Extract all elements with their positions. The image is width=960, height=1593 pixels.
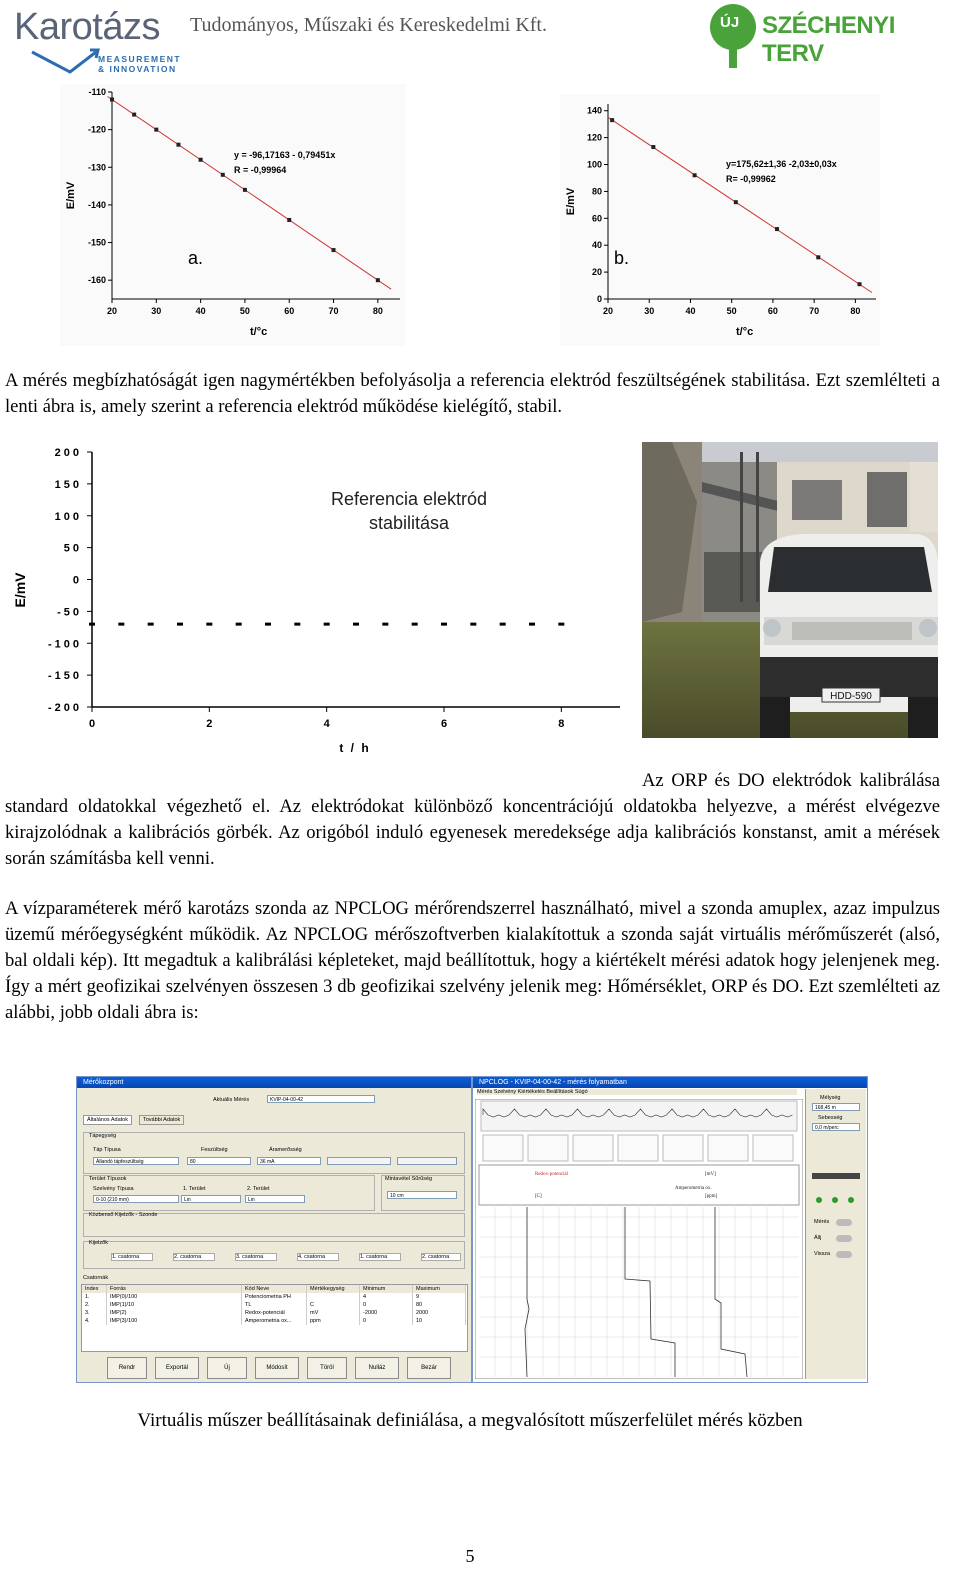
nullaz-button[interactable]: Nulláz bbox=[355, 1357, 399, 1379]
kij-2[interactable]: 2. csatorna bbox=[173, 1253, 215, 1261]
data-point bbox=[287, 218, 291, 222]
cell: 2000 bbox=[413, 1309, 466, 1317]
paragraph-reference-stability: A mérés megbízhatóságát igen nagymértékben befolyásolja a referencia elektród feszültségének stabilitása. Ezt szemlélteti a lenti ábra is, amely szerint a referencia elektród működése kielégítő, stabil. bbox=[5, 370, 940, 417]
indicator-led-2 bbox=[832, 1197, 838, 1203]
cell: C bbox=[307, 1301, 360, 1309]
y-tick-label: 60 bbox=[591, 213, 602, 224]
data-point bbox=[382, 623, 388, 626]
mintavetel-select[interactable]: 10 cm bbox=[387, 1191, 457, 1199]
fit-line bbox=[108, 97, 392, 290]
szechenyi-logo bbox=[708, 0, 948, 72]
kij-6[interactable]: 2. csatorna bbox=[421, 1253, 461, 1261]
cell: 3. bbox=[82, 1309, 107, 1317]
chart-title-line1: Referencia elektród bbox=[330, 489, 488, 509]
x-tick-label: 40 bbox=[195, 306, 206, 316]
channel-header-box bbox=[753, 1135, 793, 1161]
data-point bbox=[294, 623, 300, 626]
npclog-window bbox=[472, 1076, 868, 1383]
r-value-label: R= -0,99962 bbox=[726, 174, 776, 184]
meres-toggle[interactable] bbox=[836, 1219, 852, 1226]
szelveny-tipusa-select[interactable]: 0-10 (210 mm) bbox=[93, 1195, 179, 1203]
modosit-button[interactable]: Módosít bbox=[255, 1357, 299, 1379]
indicator-led-1 bbox=[816, 1197, 822, 1203]
license-plate: HDD-590 bbox=[830, 691, 872, 702]
y-tick-label: -100 bbox=[47, 638, 82, 651]
data-point bbox=[376, 278, 380, 282]
fit-line bbox=[608, 117, 872, 292]
tab-altalanos[interactable]: Általános Adatok bbox=[83, 1115, 132, 1125]
data-point bbox=[441, 623, 447, 626]
kijelzok-label: Kijelzők bbox=[89, 1240, 108, 1246]
chart-stability bbox=[5, 438, 635, 766]
chart-stability-svg bbox=[5, 438, 635, 766]
data-point bbox=[177, 623, 183, 626]
col-minimum: Minimum bbox=[360, 1285, 413, 1293]
y-tick-label: -140 bbox=[87, 199, 106, 210]
col-maximum: Maximum bbox=[413, 1285, 466, 1293]
kij-5[interactable]: 1. csatorna bbox=[359, 1253, 401, 1261]
col-index: Index bbox=[82, 1285, 107, 1293]
cell: ppm bbox=[307, 1317, 360, 1325]
y-tick-label: 100 bbox=[54, 510, 82, 523]
channel-header-box bbox=[528, 1135, 568, 1161]
cell: Potenciometria PH bbox=[242, 1293, 307, 1301]
data-point bbox=[148, 623, 154, 626]
cell: IMP(3)/100 bbox=[107, 1317, 242, 1325]
meroszpont-window bbox=[76, 1076, 472, 1383]
x-axis-label: t / h bbox=[339, 741, 371, 755]
data-point bbox=[858, 282, 862, 286]
table-row[interactable] bbox=[82, 1293, 466, 1301]
x-tick-label: 40 bbox=[685, 306, 696, 316]
x-tick-label: 60 bbox=[284, 306, 295, 316]
cell: mV bbox=[307, 1309, 360, 1317]
y-axis-label: E/mV bbox=[565, 187, 577, 216]
chart-b-svg bbox=[560, 94, 880, 346]
data-point bbox=[89, 623, 95, 626]
sebesseg-value: 0,0 m/perc bbox=[812, 1123, 860, 1131]
kozbenso-label: Közbenső Kijelzők - Szonde bbox=[89, 1212, 158, 1218]
figure-caption: Virtuális műszer beállításainak definiálása, a megvalósított műszerfelület mérés közben bbox=[137, 1410, 803, 1431]
tapegyseg-group bbox=[83, 1132, 465, 1174]
chart-a-svg bbox=[60, 84, 405, 346]
aramerosseg-label: Áramerősség bbox=[269, 1147, 302, 1153]
tapegyseg-label: Tápegység bbox=[89, 1133, 117, 1139]
page-number: 5 bbox=[465, 1546, 475, 1566]
npclog-titlebar: NPCLOG - KVIP-04-00-42 - mérés folyamatban bbox=[473, 1077, 867, 1088]
terulet1-label: 1. Terület bbox=[183, 1186, 206, 1192]
logo-text: Karotázs bbox=[14, 6, 160, 48]
company-name: Tudományos, Műszaki és Kereskedelmi Kft. bbox=[190, 14, 547, 36]
channel-header-box bbox=[708, 1135, 748, 1161]
extra-input-2[interactable] bbox=[397, 1157, 457, 1165]
x-tick-label: 30 bbox=[151, 306, 162, 316]
extra-input-1[interactable] bbox=[327, 1157, 391, 1165]
paragraph-calibration-text: Az ORP és DO elektródok kalibrálása standard oldatokkal végezhető el. Az elektródokat különböző koncentrációjú oldatokba helyezve, a mérést elvégezve kirajzolódnak a kalibrációs görbék. Az origóból induló egyenesek meredeksége adja kalibrációs konstanst, amit a mérések során számításba kell venni. bbox=[5, 770, 940, 869]
track-header bbox=[479, 1165, 799, 1205]
equation-label: y = -96,17163 - 0,79451x bbox=[234, 150, 336, 160]
karotazs-logo bbox=[14, 6, 184, 76]
x-tick-label: 50 bbox=[726, 306, 737, 316]
y-tick-label: 120 bbox=[586, 132, 602, 143]
x-tick-label: 20 bbox=[106, 306, 118, 316]
tap-tipusa-select[interactable]: Állandó tápfeszültség bbox=[93, 1157, 179, 1165]
data-point bbox=[206, 623, 212, 626]
csatornak-label: Csatornák bbox=[83, 1275, 109, 1281]
slider-track[interactable] bbox=[812, 1173, 860, 1179]
npclog-sidepanel bbox=[805, 1089, 866, 1379]
cell: 10 bbox=[413, 1317, 466, 1325]
x-axis-label: t/°c bbox=[736, 326, 754, 338]
csatornak-table bbox=[82, 1285, 466, 1325]
kij-4[interactable]: 4. csatorna bbox=[297, 1253, 339, 1261]
uj-button[interactable]: Új bbox=[207, 1357, 247, 1379]
cell: TL bbox=[242, 1301, 307, 1309]
panel-label: a. bbox=[188, 248, 204, 268]
cell: 1. bbox=[82, 1293, 107, 1301]
cell: IMP(0)/100 bbox=[107, 1293, 242, 1301]
meroszpont-titlebar: Mérőkozpont bbox=[77, 1077, 471, 1088]
aramerosseg-input[interactable]: 36 mA bbox=[257, 1157, 321, 1165]
panel-label: b. bbox=[614, 248, 630, 268]
cell bbox=[307, 1293, 360, 1301]
x-axis-label: t/°c bbox=[250, 326, 268, 338]
y-tick-label: -150 bbox=[87, 237, 106, 248]
x-tick-label: 0 bbox=[88, 718, 96, 730]
x-tick-label: 20 bbox=[602, 306, 614, 316]
van-illustration bbox=[642, 442, 938, 738]
mintavetel-label: Mintavétel Sűrűség bbox=[385, 1176, 433, 1182]
x-tick-label: 50 bbox=[239, 306, 250, 316]
tab-tovabbi[interactable]: További Adatok bbox=[139, 1115, 184, 1125]
x-tick-label: 6 bbox=[440, 718, 448, 730]
terulet2-select[interactable]: Lin bbox=[245, 1195, 305, 1203]
cell: 80 bbox=[413, 1301, 466, 1309]
data-point bbox=[693, 173, 697, 177]
chart-b bbox=[560, 94, 880, 346]
cell: Redox-potenciál bbox=[242, 1309, 307, 1317]
data-point bbox=[610, 118, 614, 122]
npclog-log-display bbox=[475, 1099, 803, 1379]
y-tick-label: 0 bbox=[596, 294, 602, 304]
data-point bbox=[470, 623, 476, 626]
data-point bbox=[154, 128, 158, 132]
y-tick-label: 150 bbox=[54, 478, 82, 491]
meres-label: Mérés bbox=[814, 1219, 830, 1225]
cell: 0 bbox=[360, 1317, 413, 1325]
table-row[interactable] bbox=[82, 1301, 466, 1309]
table-row[interactable] bbox=[82, 1309, 466, 1317]
csatornak-table-wrap bbox=[81, 1284, 468, 1352]
channel-header-box bbox=[618, 1135, 658, 1161]
data-point bbox=[353, 623, 359, 626]
melyseg-label: Mélység bbox=[820, 1095, 841, 1101]
logo-arrow-icon bbox=[30, 48, 100, 76]
x-tick-label: 70 bbox=[809, 306, 820, 316]
logo-sub1: MEASUREMENT bbox=[98, 54, 182, 64]
paragraph-calibration bbox=[5, 768, 940, 872]
chart-title-line2: stabilitása bbox=[368, 513, 450, 533]
terulet-tipusok-label: Terület Típusok bbox=[89, 1176, 127, 1182]
cell: 9 bbox=[413, 1293, 466, 1301]
table-row[interactable] bbox=[82, 1317, 466, 1325]
indicator-led-3 bbox=[848, 1197, 854, 1203]
data-point bbox=[199, 158, 203, 162]
x-tick-label: 30 bbox=[644, 306, 655, 316]
kij-3[interactable]: 3. csatorna bbox=[235, 1253, 277, 1261]
szechenyi-badge: ÚJ bbox=[720, 14, 740, 31]
data-point bbox=[324, 623, 330, 626]
melyseg-value: 168,45 m bbox=[812, 1103, 860, 1111]
data-point bbox=[500, 623, 506, 626]
x-tick-label: 70 bbox=[328, 306, 339, 316]
unit-label-mv: [mV] bbox=[705, 1172, 716, 1177]
y-tick-label: -150 bbox=[47, 670, 82, 683]
r-value-label: R = -0,99964 bbox=[234, 165, 287, 175]
bezar-button[interactable]: Bezár bbox=[407, 1357, 451, 1379]
data-point bbox=[236, 623, 242, 626]
rendr-button[interactable]: Rendr bbox=[107, 1357, 147, 1379]
channel-header-box bbox=[483, 1135, 523, 1161]
cell: 0 bbox=[360, 1301, 413, 1309]
y-tick-label: -120 bbox=[87, 124, 106, 135]
aktualis-meres-label: Aktuális Mérés bbox=[213, 1097, 250, 1103]
sebesseg-label: Sebesség bbox=[818, 1115, 843, 1121]
cell: IMP(2) bbox=[107, 1309, 242, 1317]
data-point bbox=[529, 623, 535, 626]
overview-strip bbox=[481, 1101, 797, 1131]
y-tick-label: 200 bbox=[54, 447, 82, 459]
track-label-ampero: Amperometria ox. bbox=[675, 1186, 712, 1191]
channel-header-box bbox=[663, 1135, 703, 1161]
data-point bbox=[221, 173, 225, 177]
feszultseg-label: Feszültség bbox=[201, 1147, 228, 1153]
y-tick-label: 80 bbox=[591, 186, 602, 197]
col-forras: Forrás bbox=[107, 1285, 242, 1293]
logo-sub2: & INNOVATION bbox=[98, 64, 177, 74]
y-axis-label: E/mV bbox=[12, 572, 28, 608]
x-tick-label: 8 bbox=[558, 718, 565, 730]
col-kodneve: Kód Neve bbox=[242, 1285, 307, 1293]
tap-tipusa-label: Táp Típusa bbox=[93, 1147, 121, 1153]
y-axis-label: E/mV bbox=[65, 181, 77, 210]
data-point bbox=[176, 143, 180, 147]
feszultseg-input[interactable]: 80 bbox=[187, 1157, 251, 1165]
szechenyi-emblem-icon bbox=[708, 0, 758, 72]
y-tick-label: -110 bbox=[88, 87, 106, 97]
torol-button[interactable]: Töröl bbox=[307, 1357, 347, 1379]
npclog-menu[interactable]: Mérés Szelvény Kiértékelés Beállítások Súgó bbox=[477, 1089, 797, 1095]
data-point bbox=[243, 188, 247, 192]
szechenyi-text: SZÉCHENYI TERV bbox=[762, 12, 895, 67]
track-label-redox: Redox-potenciál bbox=[535, 1172, 569, 1177]
data-point bbox=[118, 623, 124, 626]
x-tick-label: 80 bbox=[372, 306, 383, 316]
cell: Amperometria ox... bbox=[242, 1317, 307, 1325]
data-point bbox=[332, 248, 336, 252]
cell: IMP(1)/10 bbox=[107, 1301, 242, 1309]
x-tick-label: 4 bbox=[323, 718, 330, 730]
y-tick-label: 50 bbox=[63, 542, 82, 555]
y-tick-label: 20 bbox=[591, 267, 602, 278]
header bbox=[0, 0, 960, 80]
kij-1[interactable]: 1. csatorna bbox=[111, 1253, 153, 1261]
terulet1-select[interactable]: Lin bbox=[181, 1195, 241, 1203]
van-photo bbox=[642, 442, 938, 738]
szelveny-tipusa-label: Szelvény Típusa bbox=[93, 1186, 134, 1192]
col-mertekegyseg: Mértékegység bbox=[307, 1285, 360, 1293]
equation-label: y=175,62±1,36 -2,03±0,03x bbox=[726, 159, 837, 169]
data-point bbox=[265, 623, 271, 626]
y-tick-label: 100 bbox=[586, 159, 602, 170]
unit-label-c: [C] bbox=[535, 1194, 542, 1199]
y-tick-label: 40 bbox=[591, 240, 602, 251]
data-point bbox=[412, 623, 418, 626]
aktualis-meres-select[interactable]: KVIP-04-00-42 bbox=[267, 1095, 375, 1103]
cell: 4 bbox=[360, 1293, 413, 1301]
allj-toggle[interactable] bbox=[836, 1235, 852, 1242]
y-tick-label: -160 bbox=[87, 275, 106, 286]
exportal-button[interactable]: Exportál bbox=[155, 1357, 199, 1379]
y-tick-label: -50 bbox=[57, 606, 82, 619]
data-point bbox=[816, 255, 820, 259]
x-tick-label: 80 bbox=[850, 306, 861, 316]
cell: -2000 bbox=[360, 1309, 413, 1317]
y-tick-label: 0 bbox=[72, 574, 82, 587]
chart-a bbox=[60, 84, 405, 346]
paragraph-npclog: A vízparaméterek mérő karotázs szonda az NPCLOG mérőrendszerrel használható, mivel a szonda amuplex, azaz impulzus üzemű mérőegységként működik. Az NPCLOG mérőszoftverben kialakítottuk a szonda saját virtuális mérőműszerét (alsó, bal oldali kép). Itt megadtuk a kalibrálási képleteket, majd beállítottuk, hogy a kiértékelt mérési adatok hogy jelenjenek meg. Így a mért geofizikai szelvényen összesen 3 db geofizikai szelvény jelenik meg: Hőmérséklet, ORP és DO. Ezt szemlélteti az alábbi, jobb oldali ábra is: bbox=[5, 898, 940, 1023]
y-tick-label: -130 bbox=[87, 162, 106, 173]
x-tick-label: 60 bbox=[767, 306, 778, 316]
channel-header-box bbox=[573, 1135, 613, 1161]
unit-label-ppm: [ppm] bbox=[705, 1194, 718, 1199]
vissza-toggle[interactable] bbox=[836, 1251, 852, 1258]
y-tick-label: -200 bbox=[47, 702, 82, 714]
x-tick-label: 2 bbox=[206, 718, 213, 730]
cell: 2. bbox=[82, 1301, 107, 1309]
data-point bbox=[651, 145, 655, 149]
terulet2-label: 2. Terület bbox=[247, 1186, 270, 1192]
data-point bbox=[734, 200, 738, 204]
allj-label: Állj bbox=[814, 1235, 822, 1241]
data-point bbox=[132, 113, 136, 117]
data-point bbox=[558, 623, 564, 626]
vissza-label: Vissza bbox=[814, 1251, 831, 1257]
data-point bbox=[110, 98, 114, 102]
cell: 4. bbox=[82, 1317, 107, 1325]
y-tick-label: 140 bbox=[586, 105, 602, 116]
data-point bbox=[775, 227, 779, 231]
